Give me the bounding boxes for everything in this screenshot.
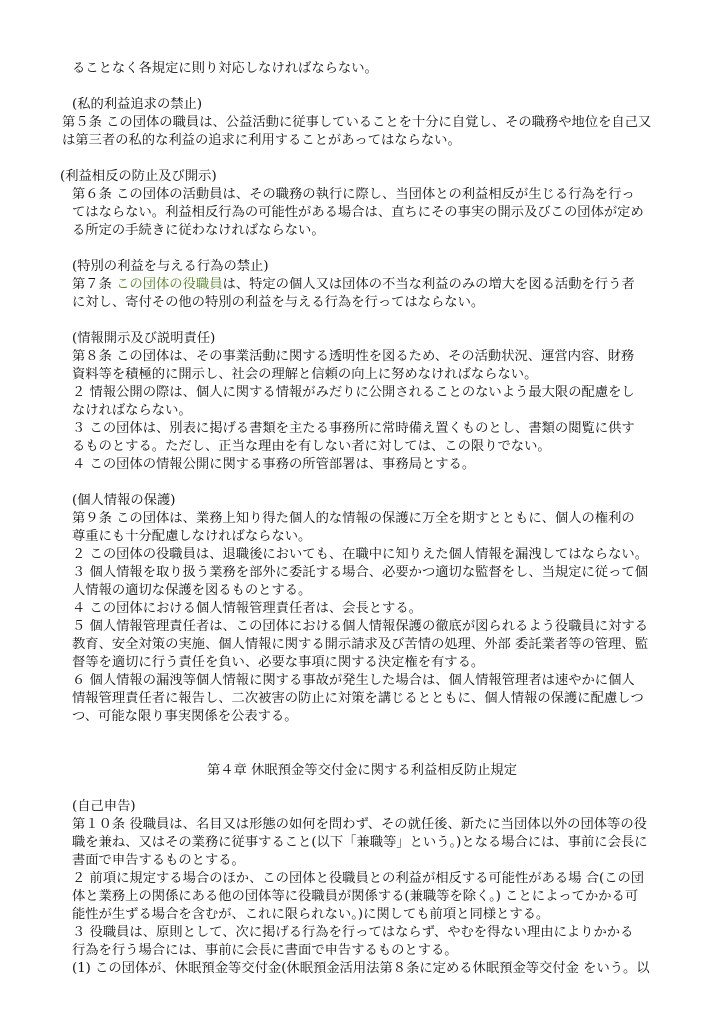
text-line (62, 276, 662, 294)
text-line: ２ 情報公開の際は、個人に関する情報がみだりに公開されることのないよう最大限の配慮をし (72, 385, 635, 400)
section-heading: (自己申告) (72, 799, 136, 814)
text-line: ５ 個人情報管理責任者は、この団体における個人情報保護の徹底が図られるよう役職員に対する (72, 619, 648, 634)
text-line: なければならない。 (72, 403, 192, 418)
text-line: 尊重にも十分配慮しなければならない。 (72, 529, 312, 544)
text-line: 第９条 この団体は、業務上知り得た個人的な情報の保護に万全を期すとともに、個人の権利の (72, 511, 635, 526)
section-heading: (利益相反の防止及び開示) (60, 169, 217, 184)
text-segment: 第７条 (72, 277, 117, 292)
text-line: (1) この団体が、休眠預金等交付金(休眠預金活用法第８条に定める休眠預金等交付金 をいう。以 (72, 961, 650, 976)
text-line: 人情報の適切な保護を図るものとする。 (72, 583, 312, 598)
text-line: 能性が生ずる場合を含むが、これに限られない。)に関しても前項と同様とする。 (72, 907, 550, 922)
text-line: ６ 個人情報の漏洩等個人情報に関する事故が発生した場合は、個人情報管理者は速やかに個人 (72, 673, 635, 688)
text-line: ３ 役職員は、原則として、次に掲げる行為を行ってはならず、やむを得ない理由によりかかる (72, 925, 634, 940)
text-line: ２ この団体の役職員は、退職後においても、在職中に知りえた個人情報を漏洩してはならない。 (72, 547, 648, 562)
text-line: 行為を行う場合には、事前に会長に書面で申告するものとする。 (72, 943, 458, 958)
text-line: 第８条 この団体は、その事業活動に関する透明性を図るため、その活動状況、運営内容、財務 (72, 349, 635, 364)
text-line: 情報管理責任者に報告し、二次被害の防止に対策を講じるとともに、個人情報の保護に配慮しつ (72, 691, 644, 706)
document-page (62, 60, 662, 978)
highlighted-text: この団体の役職員 (116, 277, 223, 292)
text-line: に対し、寄付その他の特別の利益を与える行為を行ってはならない。 (72, 295, 485, 310)
section-heading: (私的利益追求の禁止) (72, 97, 203, 112)
text-line: つ、可能な限り事実関係を公表する。 (72, 709, 298, 724)
text-line: ２ 前項に規定する場合のほか、この団体と役職員との利益が相反する可能性がある場 合(この団 (72, 871, 645, 886)
text-line: 教育、安全対策の実施、個人情報に関する開示請求及び苦情の処理、外部 委託業者等の管理、監 (72, 637, 648, 652)
text-segment: は、特定の個人又は団体の不当な利益のみの増大を図る活動を行う者 (222, 277, 635, 292)
text-line: 資料等を積極的に開示し、社会の理解と信頼の向上に努めなければならない。 (72, 367, 538, 382)
section-heading: (情報開示及び説明責任) (72, 331, 216, 346)
text-line: 督等を適切に行う責任を負い、必要な事項に関する決定権を有する。 (72, 655, 485, 670)
text-line: る所定の手続きに従わなければならない。 (72, 223, 325, 238)
text-line: ４ この団体の情報公開に関する事務の所管部署は、事務局とする。 (72, 457, 476, 472)
text-line: 第５条 この団体の職員は、公益活動に従事していることを十分に自覚し、その職務や地位を自己又 (62, 115, 652, 130)
text-line: 体と業務上の関係にある他の団体等に役職員が関係する(兼職等を除く。) ことによってかかる可 (72, 889, 639, 904)
text-line: ３ 個人情報を取り扱う業務を部外に委託する場合、必要かつ適切な監督をし、当規定に従って個 (72, 565, 648, 580)
section-heading: (特別の利益を与える行為の禁止) (72, 259, 269, 274)
text-line: ３ この団体は、別表に掲げる書類を主たる事務所に常時備え置くものとし、書類の閲覧に供す (72, 421, 635, 436)
text-line: 第６条 この団体の活動員は、その職務の執行に際し、当団体との利益相反が生じる行為を行っ (72, 187, 635, 202)
text-line: 書面で申告するものとする。 (72, 853, 245, 868)
text-line: ４ この団体における個人情報管理責任者は、会長とする。 (72, 601, 422, 616)
text-line: るものとする。ただし、正当な理由を有しない者に対しては、この限りでない。 (72, 439, 551, 454)
text-line: は第三者の私的な利益の追求に利用することがあってはならない。 (62, 133, 461, 148)
chapter-title: 第４章 休眠預金等交付金に関する利益相反防止規定 (206, 763, 518, 778)
text-line: てはならない。利益相反行為の可能性がある場合は、直ちにその事実の開示及びこの団体が定め (72, 205, 644, 220)
section-heading: (個人情報の保護) (72, 493, 176, 508)
text-line: 職を兼ね、又はその業務に従事すること(以下「兼職等」という。)となる場合には、事前に会長に (72, 835, 648, 850)
text-line: 第１０条 役職員は、名目又は形態の如何を問わず、その就任後、新たに当団体以外の団体等の役 (72, 817, 647, 832)
text-line: ることなく各規定に則り対応しなければならない。 (72, 61, 378, 76)
